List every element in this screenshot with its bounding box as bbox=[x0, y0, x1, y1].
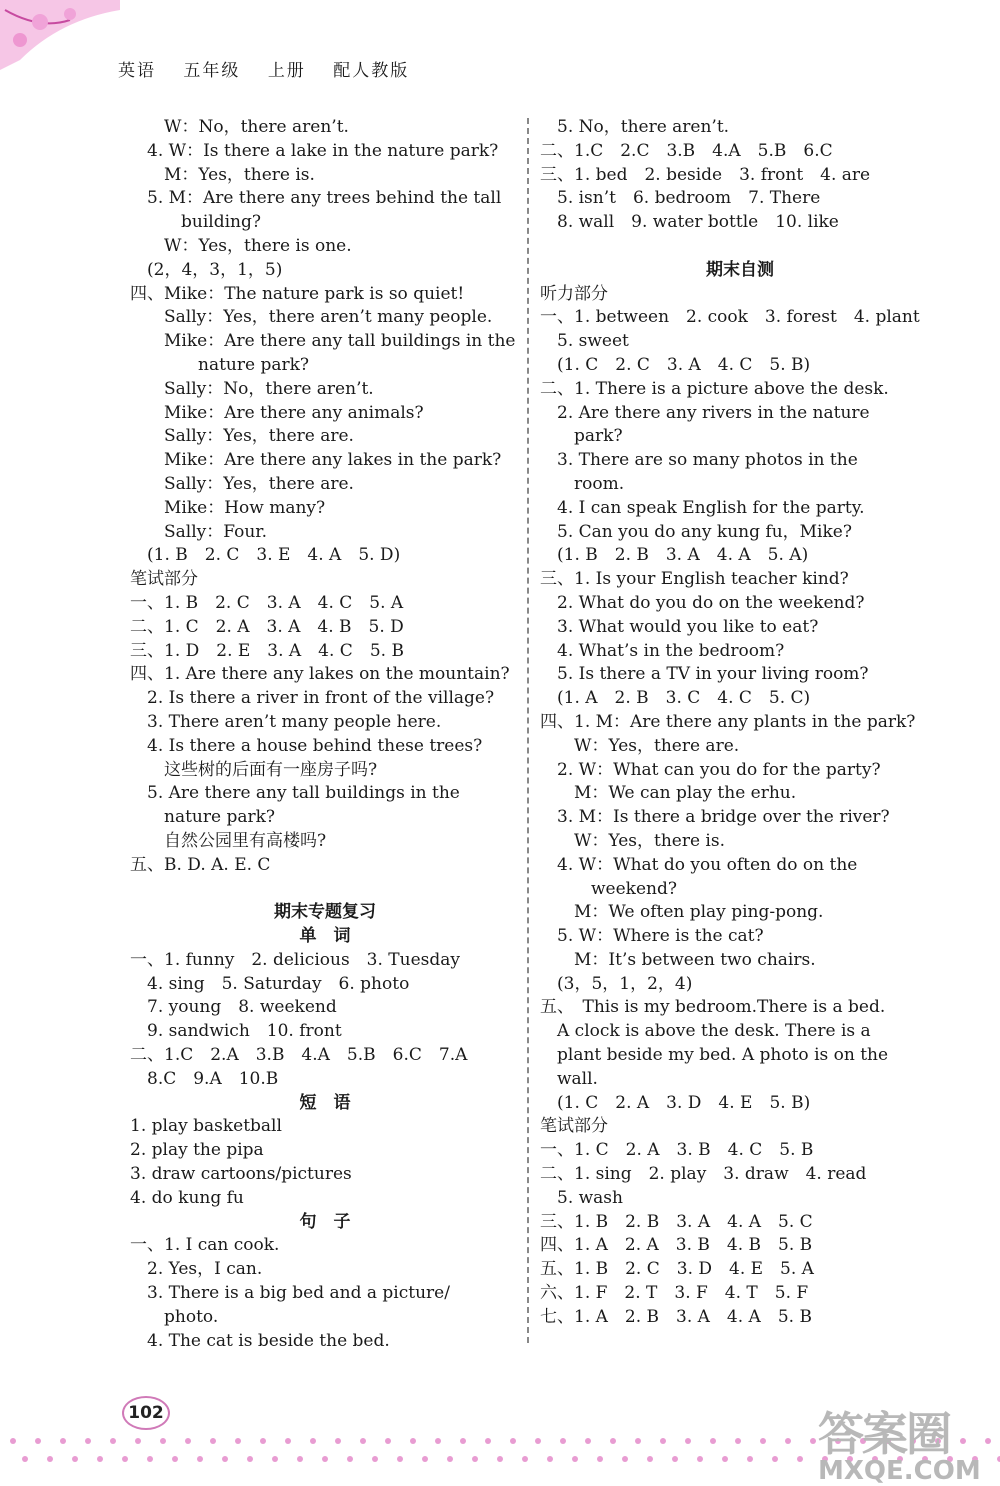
answer-line: 三、1. B 2. B 3. A 4. A 5. C bbox=[540, 1211, 813, 1232]
border-dot bbox=[647, 1456, 653, 1462]
answer-line: Sally：Yes，there are. bbox=[130, 426, 354, 447]
answer-line: 7. young 8. weekend bbox=[130, 997, 337, 1018]
answer-line: 二、1. There is a picture above the desk. bbox=[540, 378, 889, 399]
answer-line: 听力部分 bbox=[540, 283, 608, 304]
answer-line: (1. B 2. B 3. A 4. A 5. A) bbox=[540, 545, 809, 566]
answer-line: 二、1. sing 2. play 3. draw 4. read bbox=[540, 1164, 867, 1185]
answer-line: 3. There aren’t many people here. bbox=[130, 711, 442, 732]
answer-line: 四、1. M：Are there any plants in the park? bbox=[540, 711, 916, 732]
answer-line: 5. wash bbox=[540, 1187, 623, 1208]
border-dot bbox=[197, 1456, 203, 1462]
border-dot bbox=[122, 1456, 128, 1462]
page-number: 102 bbox=[122, 1396, 170, 1430]
answer-line: Sally：No，there aren’t. bbox=[130, 378, 374, 399]
left-column bbox=[130, 116, 520, 1353]
answer-line: 1. play basketball bbox=[130, 1116, 282, 1137]
border-dot bbox=[622, 1456, 628, 1462]
header-volume: 上册 bbox=[267, 61, 306, 81]
answer-line: 5. Can you do any kung fu，Mike? bbox=[540, 521, 852, 542]
answer-line: W：Yes，there is. bbox=[540, 830, 725, 851]
border-dot bbox=[22, 1456, 28, 1462]
border-dot bbox=[772, 1456, 778, 1462]
answer-line: 六、1. F 2. T 3. F 4. T 5. F bbox=[540, 1283, 809, 1304]
answer-line: Mike：Are there any animals? bbox=[130, 402, 424, 423]
border-dot bbox=[747, 1456, 753, 1462]
border-dot bbox=[272, 1456, 278, 1462]
border-dot bbox=[735, 1438, 741, 1444]
answer-line: 4. The cat is beside the bed. bbox=[130, 1330, 390, 1351]
answer-line: 三、1. Is your English teacher kind? bbox=[540, 569, 849, 590]
answer-line: 4. do kung fu bbox=[130, 1187, 244, 1208]
right-column bbox=[540, 116, 940, 1330]
border-dot bbox=[47, 1456, 53, 1462]
border-dot bbox=[710, 1438, 716, 1444]
border-dot bbox=[697, 1456, 703, 1462]
answer-line: 一、1. B 2. C 3. A 4. C 5. A bbox=[130, 592, 404, 613]
page-header bbox=[118, 56, 429, 81]
border-dot bbox=[635, 1438, 641, 1444]
border-dot bbox=[285, 1438, 291, 1444]
border-dot bbox=[447, 1456, 453, 1462]
answer-line: 三、1. bed 2. beside 3. front 4. are bbox=[540, 164, 871, 185]
answer-line: 四、Mike：The nature park is so quiet! bbox=[130, 283, 465, 304]
answer-line: 3. What would you like to eat? bbox=[540, 616, 819, 637]
border-dot bbox=[510, 1438, 516, 1444]
answer-line bbox=[540, 235, 940, 259]
answer-line: M：We can play the erhu. bbox=[540, 783, 797, 804]
border-dot bbox=[335, 1438, 341, 1444]
answer-line: Sally：Yes，there aren’t many people. bbox=[130, 307, 493, 328]
answer-line: 一、1. I can cook. bbox=[130, 1235, 280, 1256]
border-dot bbox=[222, 1456, 228, 1462]
border-dot bbox=[260, 1438, 266, 1444]
answer-line: room. bbox=[540, 473, 625, 494]
answer-line: 5. isn’t 6. bedroom 7. There bbox=[540, 188, 821, 209]
answer-line: 短 语 bbox=[299, 1092, 351, 1113]
answer-line: Sally：Four. bbox=[130, 521, 267, 542]
answer-line: 8.C 9.A 10.B bbox=[130, 1068, 279, 1089]
border-dot bbox=[135, 1438, 141, 1444]
answer-line: Mike：Are there any tall buildings in the bbox=[130, 331, 516, 352]
answer-line: 3. draw cartoons/pictures bbox=[130, 1164, 352, 1185]
answer-line: 5. Are there any tall buildings in the bbox=[130, 783, 460, 804]
border-dot bbox=[460, 1438, 466, 1444]
border-dot bbox=[347, 1456, 353, 1462]
answer-line: 二、1.C 2.A 3.B 4.A 5.B 6.C 7.A bbox=[130, 1045, 468, 1066]
answer-line: 3. There are so many photos in the bbox=[540, 450, 858, 471]
border-dot bbox=[360, 1438, 366, 1444]
answer-line: 一、1. funny 2. delicious 3. Tuesday bbox=[130, 949, 460, 970]
answer-line bbox=[130, 878, 520, 902]
answer-line: 七、1. A 2. B 3. A 4. A 5. B bbox=[540, 1306, 812, 1327]
border-dot bbox=[472, 1456, 478, 1462]
answer-line: (1. C 2. C 3. A 4. C 5. B) bbox=[540, 354, 811, 375]
border-dot bbox=[410, 1438, 416, 1444]
answer-line: nature park? bbox=[130, 354, 310, 375]
answer-line: 四、1. Are there any lakes on the mountain? bbox=[130, 664, 510, 685]
border-dot bbox=[297, 1456, 303, 1462]
border-dot bbox=[522, 1456, 528, 1462]
answer-line: (1. C 2. A 3. D 4. E 5. B) bbox=[540, 1092, 811, 1113]
answer-line: 五、B. D. A. E. C bbox=[130, 854, 271, 875]
answer-line: (1. A 2. B 3. C 4. C 5. C) bbox=[540, 688, 811, 709]
border-dot bbox=[660, 1438, 666, 1444]
answer-line: 这些树的后面有一座房子吗? bbox=[130, 759, 378, 780]
answer-line: 5. W：Where is the cat? bbox=[540, 926, 764, 947]
column-divider bbox=[527, 118, 529, 1343]
answer-line: Mike：Are there any lakes in the park? bbox=[130, 450, 502, 471]
answer-line: 2. What do you do on the weekend? bbox=[540, 592, 865, 613]
watermark bbox=[818, 1398, 981, 1486]
border-dot bbox=[147, 1456, 153, 1462]
border-dot bbox=[597, 1456, 603, 1462]
border-dot bbox=[385, 1438, 391, 1444]
answer-line: M：It’s between two chairs. bbox=[540, 949, 816, 970]
corner-decoration bbox=[0, 0, 120, 80]
answer-line: 2. Are there any rivers in the nature bbox=[540, 402, 870, 423]
answer-line: weekend? bbox=[540, 878, 677, 899]
answer-line: 8. wall 9. water bottle 10. like bbox=[540, 212, 839, 233]
answer-line: M：Yes，there is. bbox=[130, 164, 315, 185]
answer-line: 4. I can speak English for the party. bbox=[540, 497, 865, 518]
answer-line: 5. sweet bbox=[540, 331, 629, 352]
header-subject: 英语 bbox=[118, 61, 156, 81]
border-dot bbox=[397, 1456, 403, 1462]
border-dot bbox=[97, 1456, 103, 1462]
answer-line: 5. Is there a TV in your living room? bbox=[540, 664, 869, 685]
answer-line: 4. W：Is there a lake in the nature park? bbox=[130, 140, 499, 161]
answer-line: 5. No，there aren’t. bbox=[540, 117, 730, 137]
border-dot bbox=[110, 1438, 116, 1444]
border-dot bbox=[235, 1438, 241, 1444]
answer-line: 五、1. B 2. C 3. D 4. E 5. A bbox=[540, 1259, 814, 1280]
answer-line: park? bbox=[540, 426, 623, 447]
border-dot bbox=[535, 1438, 541, 1444]
answer-line: 2. Is there a river in front of the village? bbox=[130, 688, 495, 709]
border-dot bbox=[985, 1438, 991, 1444]
watermark-url: MXQE.COM bbox=[818, 1456, 981, 1486]
answer-line: 五、 This is my bedroom.There is a bed. bbox=[540, 997, 886, 1018]
answer-line: 一、1. C 2. A 3. B 4. C 5. B bbox=[540, 1140, 814, 1161]
border-dot bbox=[760, 1438, 766, 1444]
border-dot bbox=[172, 1456, 178, 1462]
answer-line: 自然公园里有高楼吗? bbox=[130, 830, 327, 851]
answer-line: 2. Yes，I can. bbox=[130, 1259, 263, 1280]
border-dot bbox=[322, 1456, 328, 1462]
answer-line: W：Yes，there is one. bbox=[130, 235, 352, 256]
border-dot bbox=[372, 1456, 378, 1462]
answer-line: 9. sandwich 10. front bbox=[130, 1021, 342, 1042]
answer-line: 2. play the pipa bbox=[130, 1140, 264, 1161]
answer-line: 二、1.C 2.C 3.B 4.A 5.B 6.C bbox=[540, 140, 833, 161]
border-dot bbox=[72, 1456, 78, 1462]
answer-line: 期末专题复习 bbox=[274, 902, 376, 923]
border-dot bbox=[585, 1438, 591, 1444]
header-edition: 配人教版 bbox=[333, 61, 410, 81]
answer-line: 2. W：What can you do for the party? bbox=[540, 759, 881, 780]
answer-line: 5. M：Are there any trees behind the tall bbox=[130, 188, 502, 209]
answer-line: 四、1. A 2. A 3. B 4. B 5. B bbox=[540, 1235, 813, 1256]
border-dot bbox=[185, 1438, 191, 1444]
answer-line: 三、1. D 2. E 3. A 4. C 5. B bbox=[130, 640, 404, 661]
answer-line: 笔试部分 bbox=[130, 569, 198, 590]
answer-line: 4. W：What do you often do on the bbox=[540, 854, 858, 875]
answer-line: A clock is above the desk. There is a bbox=[540, 1021, 871, 1042]
answer-line: 3. There is a big bed and a picture/ bbox=[130, 1283, 450, 1304]
border-dot bbox=[247, 1456, 253, 1462]
answer-line: (2，4，3，1，5) bbox=[130, 259, 283, 280]
answer-line: 二、1. C 2. A 3. A 4. B 5. D bbox=[130, 616, 404, 637]
answer-line: Sally：Yes，there are. bbox=[130, 473, 354, 494]
border-dot bbox=[422, 1456, 428, 1462]
answer-line: plant beside my bed. A photo is on the bbox=[540, 1045, 889, 1066]
border-dot bbox=[785, 1438, 791, 1444]
answer-line: 3. M：Is there a bridge over the river? bbox=[540, 807, 890, 828]
border-dot bbox=[547, 1456, 553, 1462]
border-dot bbox=[35, 1438, 41, 1444]
border-dot bbox=[10, 1438, 16, 1444]
border-dot bbox=[722, 1456, 728, 1462]
border-dot bbox=[310, 1438, 316, 1444]
border-dot bbox=[60, 1438, 66, 1444]
border-dot bbox=[610, 1438, 616, 1444]
answer-line: nature park? bbox=[130, 807, 276, 828]
answer-line: photo. bbox=[130, 1306, 219, 1327]
answer-line: 期末自测 bbox=[706, 259, 774, 280]
border-dot bbox=[85, 1438, 91, 1444]
border-dot bbox=[435, 1438, 441, 1444]
answer-line: building? bbox=[130, 212, 261, 233]
answer-line: 4. Is there a house behind these trees? bbox=[130, 735, 483, 756]
answer-line: 笔试部分 bbox=[540, 1116, 608, 1137]
answer-line: W：Yes，there are. bbox=[540, 735, 740, 756]
answer-line: (3，5，1，2，4) bbox=[540, 973, 693, 994]
border-dot bbox=[497, 1456, 503, 1462]
answer-line: M：We often play ping-pong. bbox=[540, 902, 824, 923]
answer-line: 句 子 bbox=[299, 1211, 351, 1232]
border-dot bbox=[572, 1456, 578, 1462]
header-grade: 五年级 bbox=[183, 61, 241, 81]
watermark-logo: 答案圈 bbox=[818, 1407, 950, 1461]
answer-line: 单 词 bbox=[299, 926, 351, 947]
answer-line: wall. bbox=[540, 1068, 598, 1089]
border-dot bbox=[672, 1456, 678, 1462]
border-dot bbox=[210, 1438, 216, 1444]
border-dot bbox=[685, 1438, 691, 1444]
answer-line: Mike：How many? bbox=[130, 497, 326, 518]
answer-line: (1. B 2. C 3. E 4. A 5. D) bbox=[130, 545, 401, 566]
border-dot bbox=[797, 1456, 803, 1462]
answer-line: 一、1. between 2. cook 3. forest 4. plant bbox=[540, 307, 920, 328]
answer-line: 4. What’s in the bedroom? bbox=[540, 640, 785, 661]
border-dot bbox=[810, 1438, 816, 1444]
border-dot bbox=[160, 1438, 166, 1444]
border-dot bbox=[560, 1438, 566, 1444]
answer-line: W：No，there aren’t. bbox=[130, 117, 349, 137]
border-dot bbox=[485, 1438, 491, 1444]
answer-line: 4. sing 5. Saturday 6. photo bbox=[130, 973, 410, 994]
